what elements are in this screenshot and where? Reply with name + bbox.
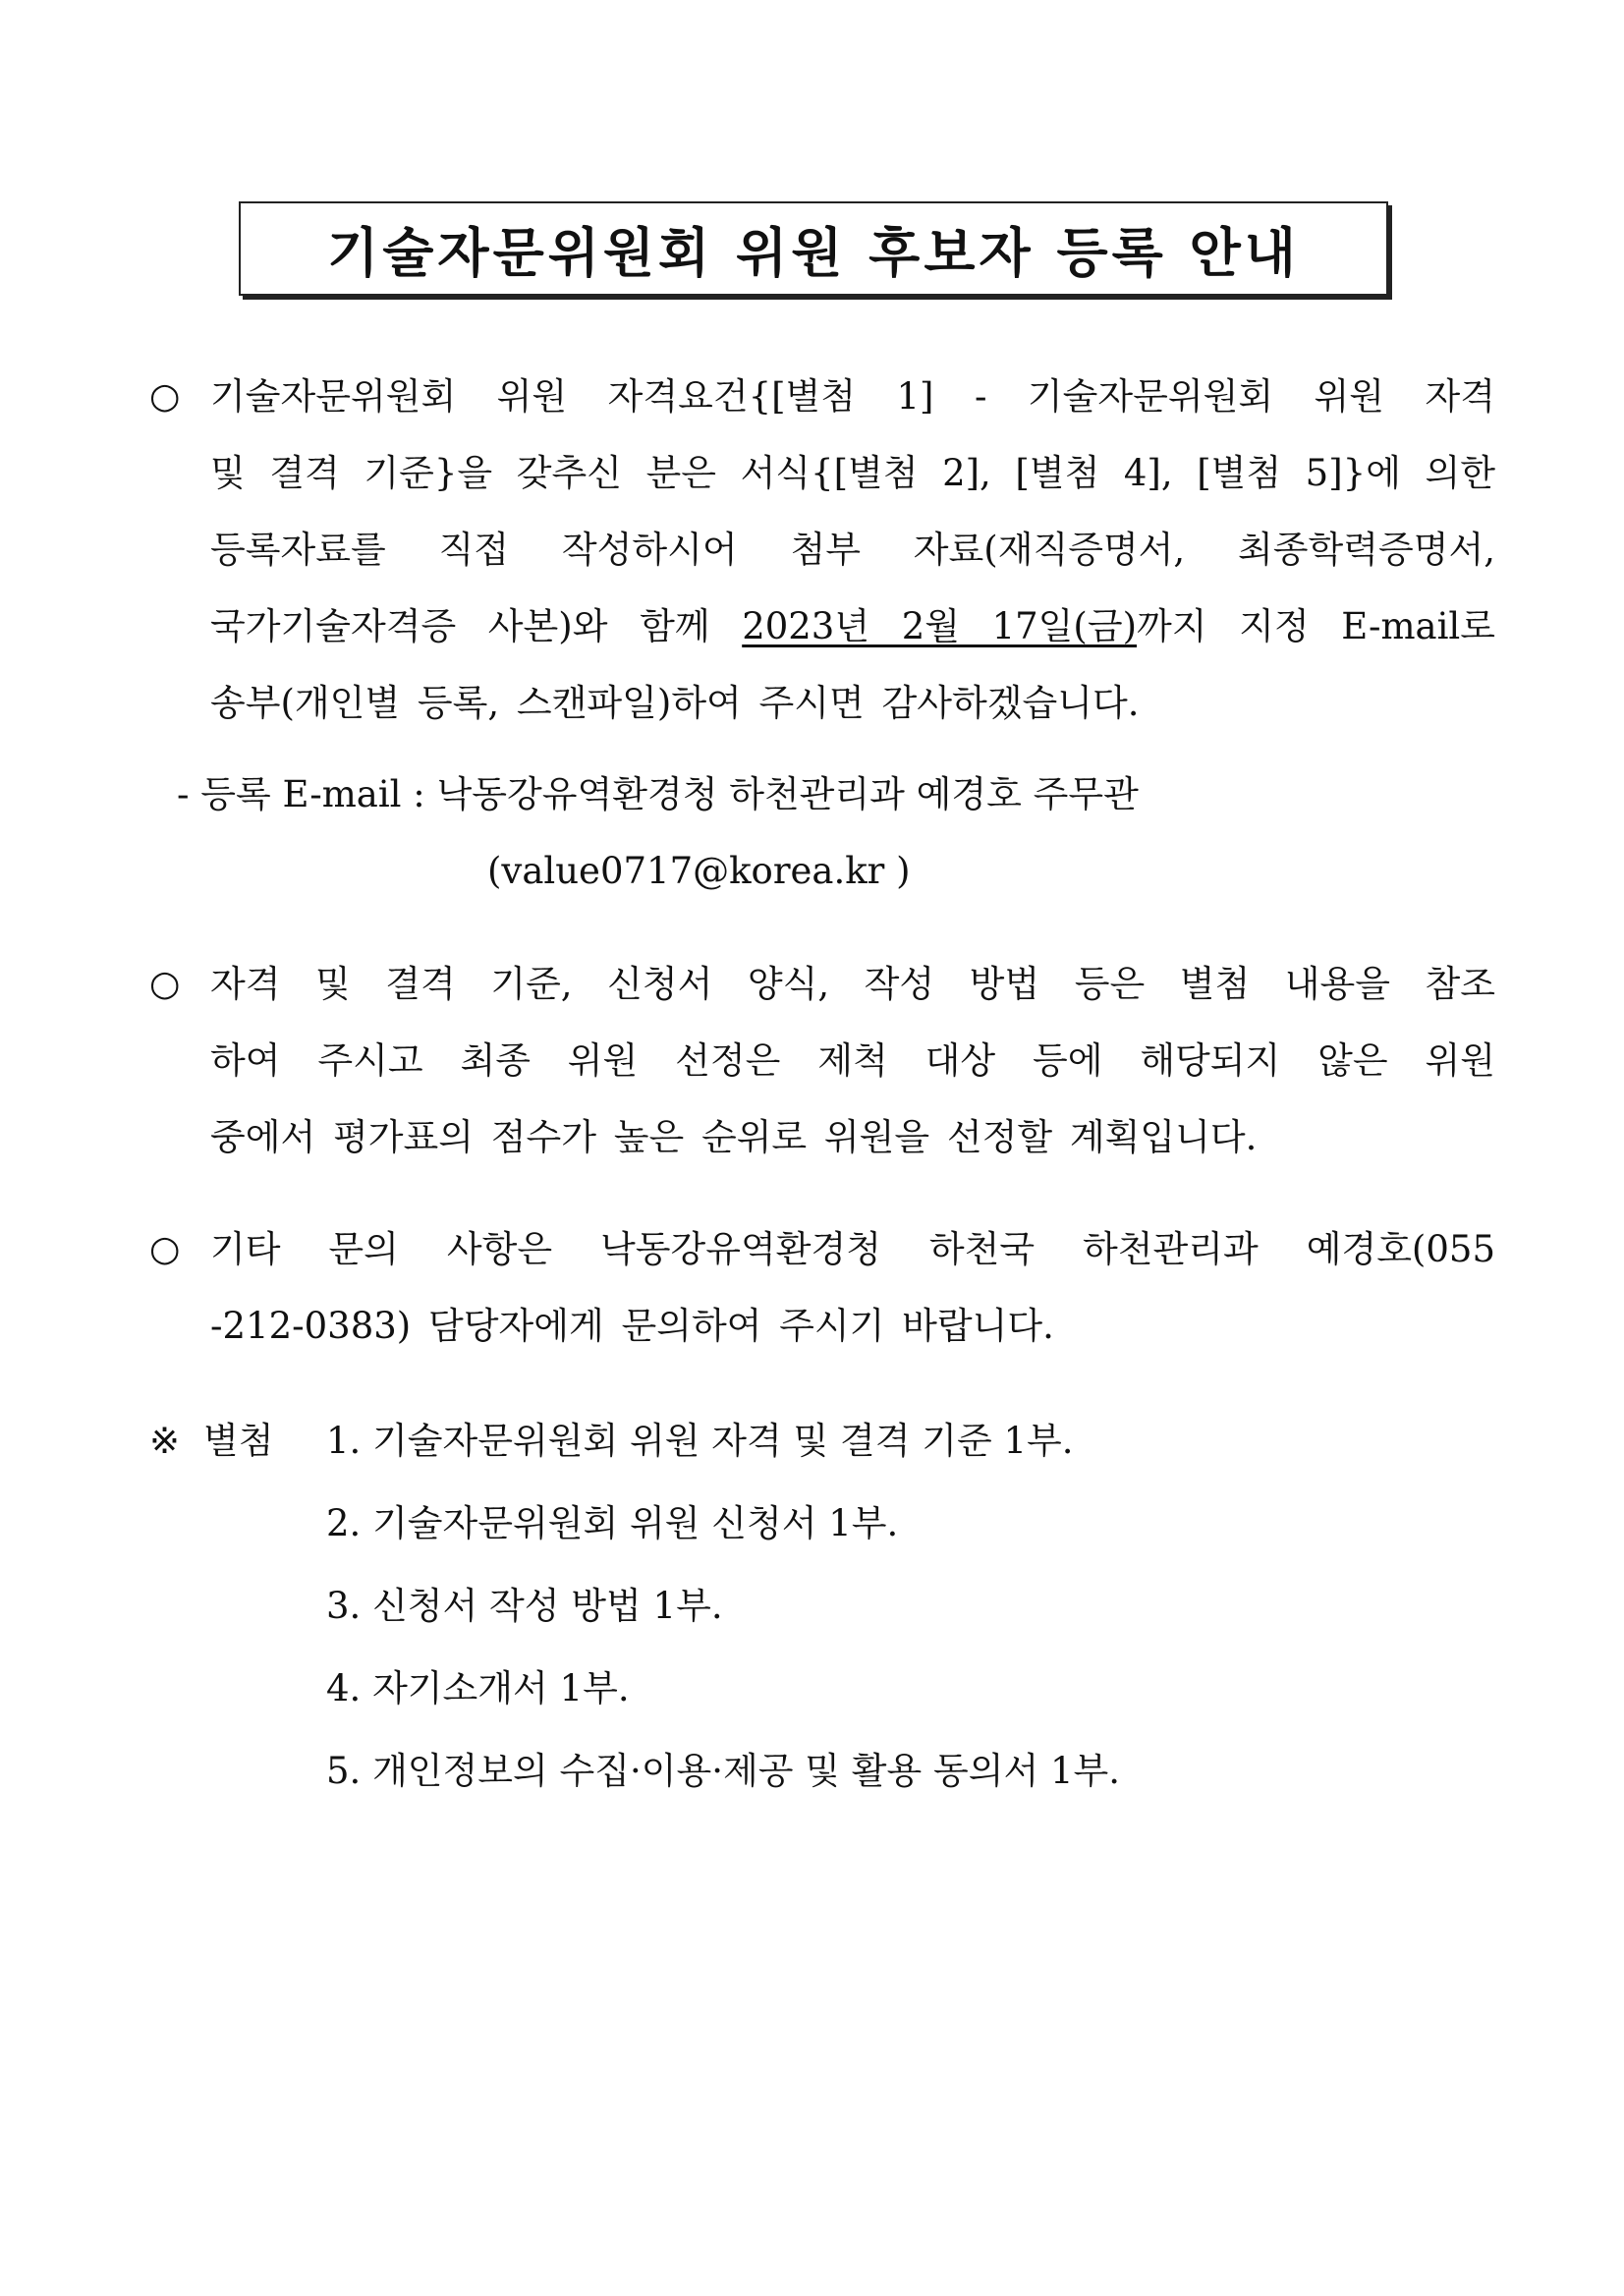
text-line: -212-0383) 담당자에게 문의하여 주시기 바랍니다. [210, 1305, 1054, 1347]
text-line: 등록자료를 직접 작성하시어 첨부 자료(재직증명서, 최종학력증명서, [210, 529, 1495, 571]
section-criteria [149, 946, 1495, 1176]
text-line: 중에서 평가표의 점수가 높은 순위로 위원을 선정할 계획입니다. [210, 1116, 1258, 1158]
deadline-suffix: 까지 지정 E-mail로 [1137, 605, 1495, 647]
attachment-item: 2. 기술자문위원회 위원 신청서 1부. [326, 1502, 899, 1544]
text-line: 하여 주시고 최종 위원 선정은 제척 대상 등에 해당되지 않은 위원 [210, 1039, 1495, 1082]
section-registration-text [210, 359, 1495, 742]
text-line: 송부(개인별 등록, 스캔파일)하여 주시면 감사하겠습니다. [210, 682, 1140, 724]
attachment-item: 1. 기술자문위원회 위원 자격 및 결격 기준 1부. [326, 1420, 1074, 1462]
text-line: 자격 및 결격 기준, 신청서 양식, 작성 방법 등은 별첨 내용을 참조 [210, 963, 1495, 1005]
attachment-item: 3. 신청서 작성 방법 1부. [326, 1585, 723, 1627]
section-criteria-text [210, 946, 1495, 1176]
circle-bullet-icon: ○ [149, 376, 181, 417]
circle-bullet-icon: ○ [149, 1229, 181, 1269]
section-contact [149, 1211, 1495, 1365]
circle-bullet-icon: ○ [149, 964, 181, 1004]
attachment-item: 4. 자기소개서 1부. [326, 1667, 630, 1709]
attachment-item: 5. 개인정보의 수집·이용·제공 및 활용 동의서 1부. [326, 1750, 1121, 1792]
email-info-line: - 등록 E-mail : 낙동강유역환경청 하천관리과 예경호 주무관 [177, 773, 1139, 815]
email-address: (value0717@korea.kr ) [487, 850, 911, 892]
text-line: 기술자문위원회 위원 자격요건{[별첨 1] - 기술자문위원회 위원 자격 [210, 375, 1495, 418]
reference-mark-icon: ※ [149, 1420, 181, 1462]
page-title: 기술자문위원회 위원 후보자 등록 안내 [327, 221, 1300, 284]
text-line: 및 결격 기준}을 갖추신 분은 서식{[별첨 2], [별첨 4], [별첨 5]}에 의한 [210, 452, 1495, 494]
section-registration [149, 359, 1495, 742]
section-contact-text [210, 1211, 1495, 1365]
attachments-label: 별첨 [203, 1420, 274, 1462]
text-line: 기타 문의 사항은 낙동강유역환경청 하천국 하천관리과 예경호(055 [210, 1228, 1495, 1270]
title-box [239, 201, 1388, 296]
deadline-prefix: 국가기술자격증 사본)와 함께 [210, 605, 743, 647]
text-line-deadline [210, 588, 1495, 665]
attachments-list [326, 1400, 1120, 1813]
deadline-date: 2023년 2월 17일(금) [742, 605, 1138, 647]
